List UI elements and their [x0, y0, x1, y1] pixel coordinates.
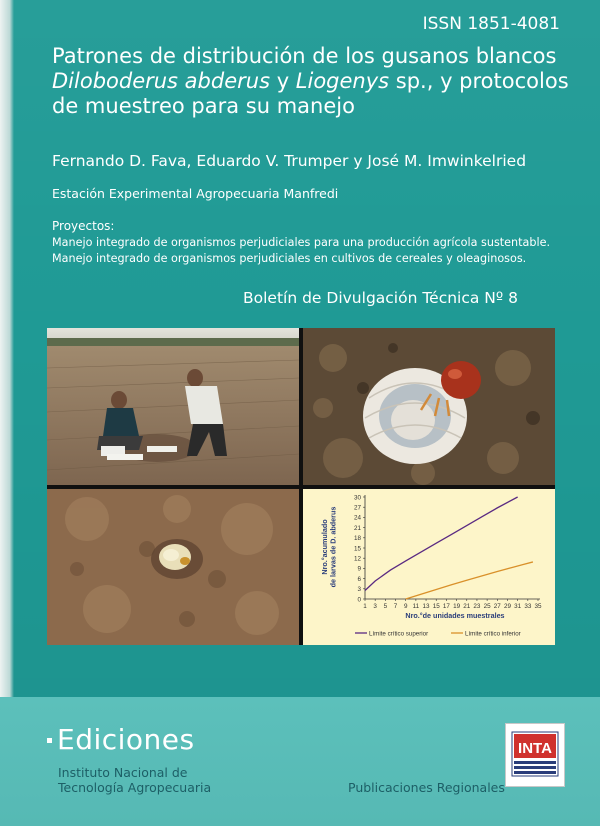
y-tick-label: 21: [353, 524, 361, 532]
x-tick-label: 5: [383, 603, 388, 610]
title-line-2: [52, 69, 572, 94]
y-tick-label: 18: [353, 535, 361, 543]
x-tick-label: 13: [422, 603, 430, 610]
institute-line-2: Tecnología Agropecuaria: [58, 780, 212, 795]
x-tick-label: 27: [493, 603, 501, 610]
x-tick-label: 29: [503, 603, 511, 610]
inta-logo: [505, 723, 565, 787]
chart-ylabel-line-2: de larvas de D. abderus: [328, 506, 338, 588]
inta-logo-icon: [506, 724, 564, 786]
institute-name: [58, 765, 211, 795]
y-tick-label: 30: [353, 494, 361, 502]
x-tick-label: 11: [412, 603, 420, 610]
institute-line-1: Instituto Nacional de: [58, 765, 188, 780]
x-tick-label: 7: [393, 603, 398, 610]
field-sampling-photo: [47, 328, 299, 485]
title-species-2: Liogenys: [295, 69, 390, 93]
photo-grid: [47, 328, 555, 645]
title-species-1: Diloboderus abderus: [52, 69, 271, 93]
x-tick-label: 9: [403, 603, 408, 610]
y-tick-label: 24: [353, 514, 361, 522]
y-tick-label: 9: [357, 565, 361, 573]
projects-heading: Proyectos:: [52, 219, 115, 233]
x-tick-label: 31: [514, 603, 522, 610]
issn-label: ISSN 1851-4081: [422, 14, 560, 34]
chart-y-ticks: [354, 494, 365, 603]
legend-label: Límite crítico superior: [369, 630, 429, 638]
x-tick-label: 3: [373, 603, 377, 610]
x-tick-label: 15: [432, 603, 440, 610]
grub-larva-photo: [303, 328, 555, 485]
publicaciones-regionales: Publicaciones Regionales: [348, 780, 505, 795]
y-tick-label: 15: [353, 545, 361, 553]
legend-label: Límite crítico inferior: [465, 630, 521, 638]
x-tick-label: 19: [453, 603, 461, 610]
chart-legend: [355, 630, 521, 637]
x-tick-label: 33: [524, 603, 532, 610]
grub-in-soil-photo: [47, 489, 299, 645]
chart-series: [365, 497, 533, 599]
series-line-upper: [365, 497, 518, 591]
y-tick-label: 27: [353, 504, 361, 512]
project-item-2: Manejo integrado de organismos perjudiciales en cultivos de cereales y oleaginosos.: [52, 252, 527, 265]
chart-ylabel-line-1: Nro.°acumulado: [320, 519, 329, 575]
x-tick-label: 17: [442, 603, 450, 610]
title-line-3: de muestreo para su manejo: [52, 94, 355, 118]
chart-axes: [365, 495, 540, 599]
authors: Fernando D. Fava, Eduardo V. Trumper y José M. Imwinkelried: [52, 152, 527, 170]
x-tick-label: 21: [463, 603, 471, 610]
ediciones-label: Ediciones: [57, 723, 195, 756]
title-connector: y: [270, 69, 296, 93]
chart-xlabel: Nro.°de unidades muestrales: [405, 611, 505, 620]
title-line-2-rest: sp., y protocolos: [389, 69, 569, 93]
inta-logo-text: INTA: [518, 740, 552, 757]
bulletin-title: Boletín de Divulgación Técnica Nº 8: [243, 289, 518, 307]
x-tick-label: 35: [534, 603, 542, 610]
y-tick-label: 6: [357, 575, 361, 583]
chart-x-ticks: [363, 599, 542, 610]
station: Estación Experimental Agropecuaria Manfredi: [52, 186, 339, 201]
document-title: [52, 44, 572, 119]
y-tick-label: 12: [353, 555, 361, 563]
chart-ylabel: [320, 507, 338, 588]
y-tick-label: 3: [357, 586, 361, 594]
ediciones-square-mark: [47, 738, 52, 743]
x-tick-label: 23: [473, 603, 481, 610]
x-tick-label: 25: [483, 603, 491, 610]
title-line-1: Patrones de distribución de los gusanos blancos: [52, 44, 557, 68]
series-line-lower: [406, 562, 533, 599]
project-item-1: Manejo integrado de organismos perjudiciales para una producción agrícola sustentable.: [52, 236, 551, 249]
x-tick-label: 1: [363, 603, 367, 610]
chart-svg: [303, 489, 555, 645]
y-tick-label: 0: [357, 596, 361, 604]
sampling-chart: [303, 489, 555, 645]
